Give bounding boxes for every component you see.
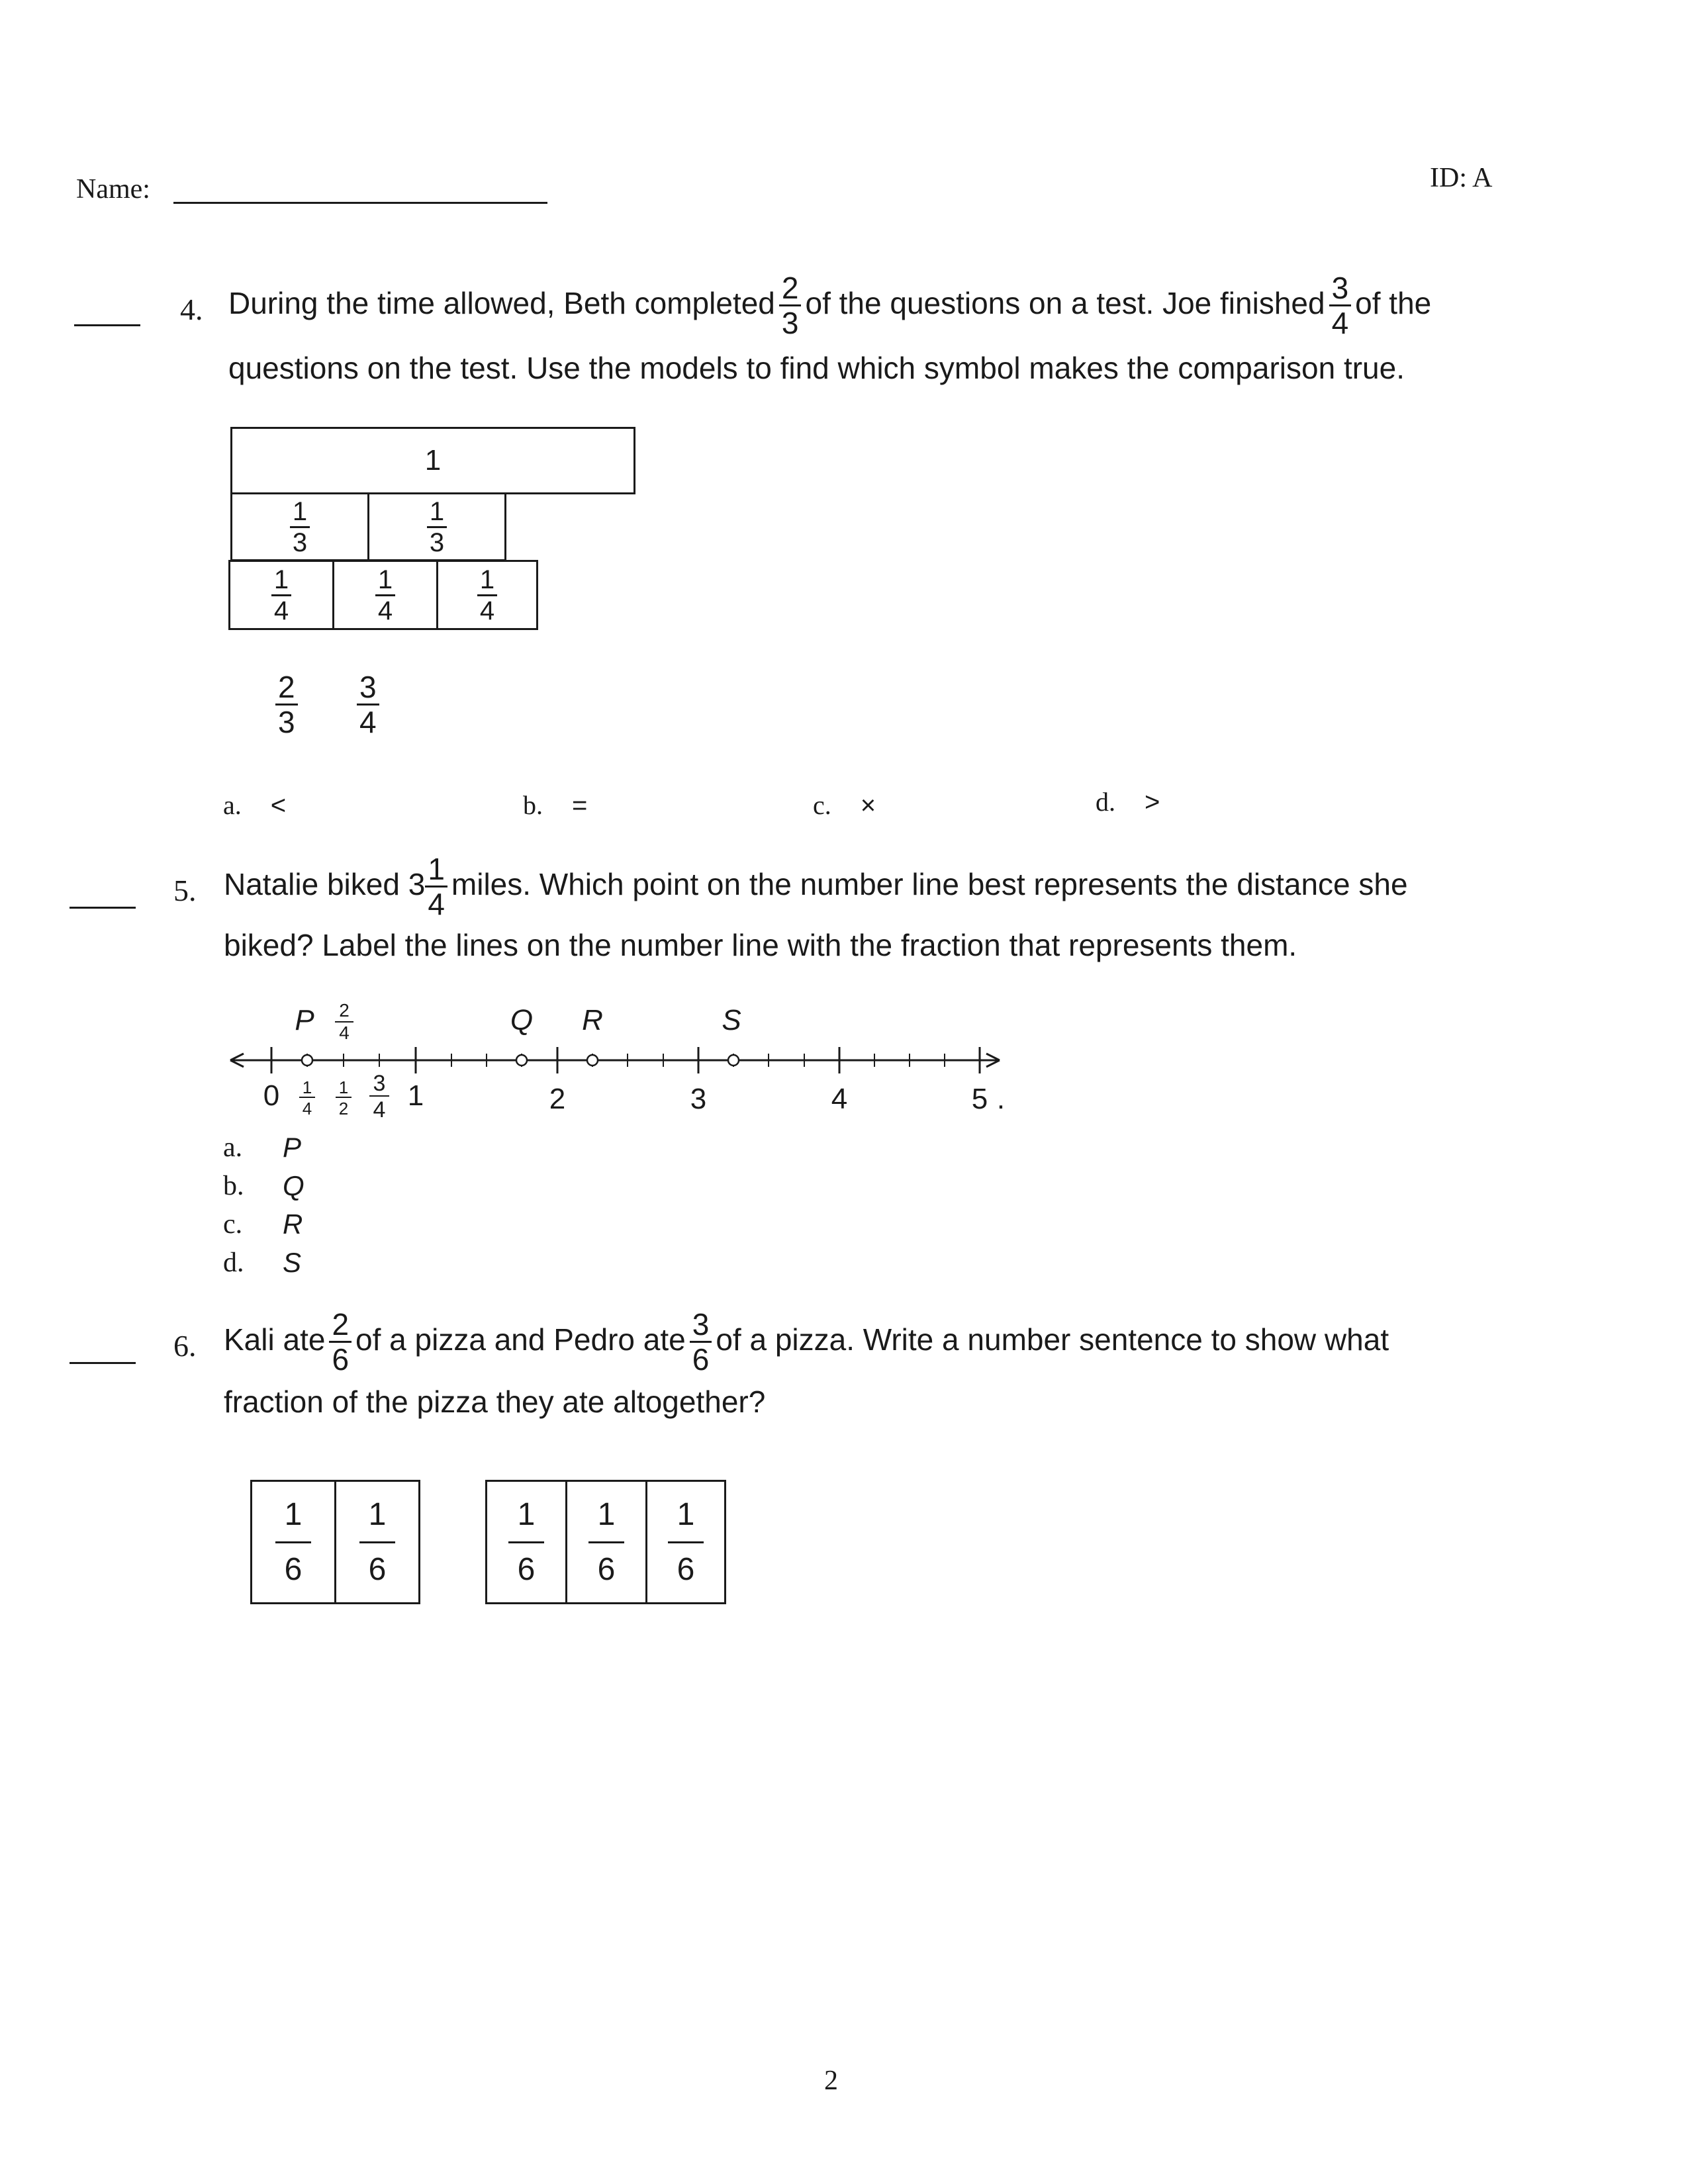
- q5-choice-c[interactable]: c. R: [223, 1208, 303, 1240]
- q4-model-whole: 1: [230, 427, 635, 494]
- svg-text:1: 1: [302, 1077, 312, 1097]
- point-label-q: Q: [510, 1004, 534, 1036]
- svg-text:3: 3: [373, 1071, 386, 1096]
- q5-choice-d[interactable]: d. S: [223, 1247, 302, 1278]
- q5-text-2: miles. Which point on the number line best represents the distance she: [451, 867, 1408, 901]
- point-s-marker: [728, 1055, 739, 1066]
- name-field[interactable]: [173, 202, 547, 204]
- tick-label-1: 1: [407, 1079, 424, 1112]
- q6-model-b-cell-1: $\frac{1}{6}$: [485, 1480, 567, 1604]
- q4-model-third-2: $\frac{1}{3}$: [367, 492, 506, 561]
- q4-choice-d[interactable]: d. >: [1096, 787, 1160, 817]
- q4-fraction-joe: $\frac{3}{4}$: [1329, 273, 1352, 338]
- q4-text-3: of the: [1355, 286, 1432, 320]
- q4-answer-blank[interactable]: [74, 324, 140, 326]
- q6-text-1: Kali ate: [224, 1322, 326, 1357]
- handwritten-tick-three-quarters: [369, 1071, 389, 1122]
- q5-choice-b[interactable]: b. Q: [223, 1170, 305, 1201]
- q5-prompt-line-2: biked? Label the lines on the number line with the fraction that represents them.: [224, 928, 1297, 962]
- svg-text:1: 1: [338, 1077, 349, 1097]
- q4-text-2: of the questions on a test. Joe finished: [805, 286, 1325, 320]
- q4-prompt-line-1: [228, 271, 1432, 341]
- q6-prompt-line-2: fraction of the pizza they ate altogether?: [224, 1385, 766, 1419]
- q5-prompt-line-1: [224, 852, 1408, 922]
- q6-text-3: of a pizza. Write a number sentence to show what: [716, 1322, 1389, 1357]
- svg-text:4: 4: [302, 1099, 312, 1118]
- q5-text-1: Natalie biked 3: [224, 867, 426, 901]
- q4-model-fourth-2: $\frac{1}{4}$: [332, 560, 438, 630]
- q4-model-fourth-1: $\frac{1}{4}$: [228, 560, 334, 630]
- handwritten-p-fraction: [335, 1000, 353, 1043]
- q6-fraction-kali: $\frac{2}{6}$: [329, 1309, 352, 1375]
- q6-answer-blank[interactable]: [70, 1362, 136, 1364]
- q4-model-third-1: $\frac{1}{3}$: [230, 492, 369, 561]
- q6-model-a-cell-2: $\frac{1}{6}$: [334, 1480, 420, 1604]
- trailing-dot: .: [996, 1083, 1006, 1115]
- q5-answer-blank[interactable]: [70, 907, 136, 909]
- q5-number: 5.: [173, 874, 197, 907]
- svg-text:4: 4: [339, 1023, 350, 1043]
- tick-label-5: 5: [971, 1083, 988, 1115]
- q4-compare-left: $\frac{2}{3}$: [271, 672, 302, 737]
- point-q-marker: [516, 1055, 527, 1066]
- id-label: ID: A: [1430, 163, 1493, 193]
- svg-text:2: 2: [339, 1000, 350, 1021]
- q6-fraction-pedro: $\frac{3}{6}$: [690, 1309, 712, 1375]
- point-label-s: S: [722, 1004, 741, 1036]
- q4-number: 4.: [180, 293, 203, 326]
- q4-fraction-beth: $\frac{2}{3}$: [779, 273, 802, 338]
- q4-compare-right: $\frac{3}{4}$: [353, 672, 383, 737]
- q6-model-a-cell-1: $\frac{1}{6}$: [250, 1480, 336, 1604]
- q6-model-b-cell-2: $\frac{1}{6}$: [565, 1480, 647, 1604]
- q6-prompt-line-1: [224, 1308, 1389, 1375]
- q4-choice-b[interactable]: b. =: [523, 790, 588, 820]
- q5-number-line: [218, 993, 1033, 1152]
- name-label: Name:: [76, 174, 150, 205]
- q5-fraction: $\frac{1}{4}$: [425, 854, 447, 919]
- q4-prompt-line-2: questions on the test. Use the models to find which symbol makes the comparison true.: [228, 351, 1405, 385]
- q6-text-2: of a pizza and Pedro ate: [355, 1322, 686, 1357]
- page-number: 2: [824, 2066, 838, 2096]
- q6-number: 6.: [173, 1329, 197, 1363]
- point-r-marker: [587, 1055, 598, 1066]
- point-p-marker: [302, 1055, 312, 1066]
- q5-choice-a[interactable]: a. P: [223, 1132, 302, 1163]
- svg-text:2: 2: [338, 1099, 349, 1118]
- tick-label-2: 2: [549, 1083, 566, 1115]
- q4-text-1: During the time allowed, Beth completed: [228, 286, 775, 320]
- q4-choice-a[interactable]: a. <: [223, 790, 287, 820]
- q4-choice-c[interactable]: c. ×: [813, 790, 876, 820]
- tick-label-0: 0: [263, 1079, 280, 1112]
- q4-model-fourth-3: $\frac{1}{4}$: [436, 560, 538, 630]
- svg-text:4: 4: [373, 1097, 386, 1122]
- handwritten-tick-quarter: [299, 1077, 315, 1118]
- q6-model-b-cell-3: $\frac{1}{6}$: [645, 1480, 726, 1604]
- q5-choices: [223, 1128, 305, 1282]
- point-label-r: R: [582, 1004, 603, 1036]
- point-label-p: P: [295, 1004, 314, 1036]
- tick-label-4: 4: [831, 1083, 848, 1115]
- tick-label-3: 3: [690, 1083, 707, 1115]
- handwritten-tick-half: [336, 1077, 352, 1118]
